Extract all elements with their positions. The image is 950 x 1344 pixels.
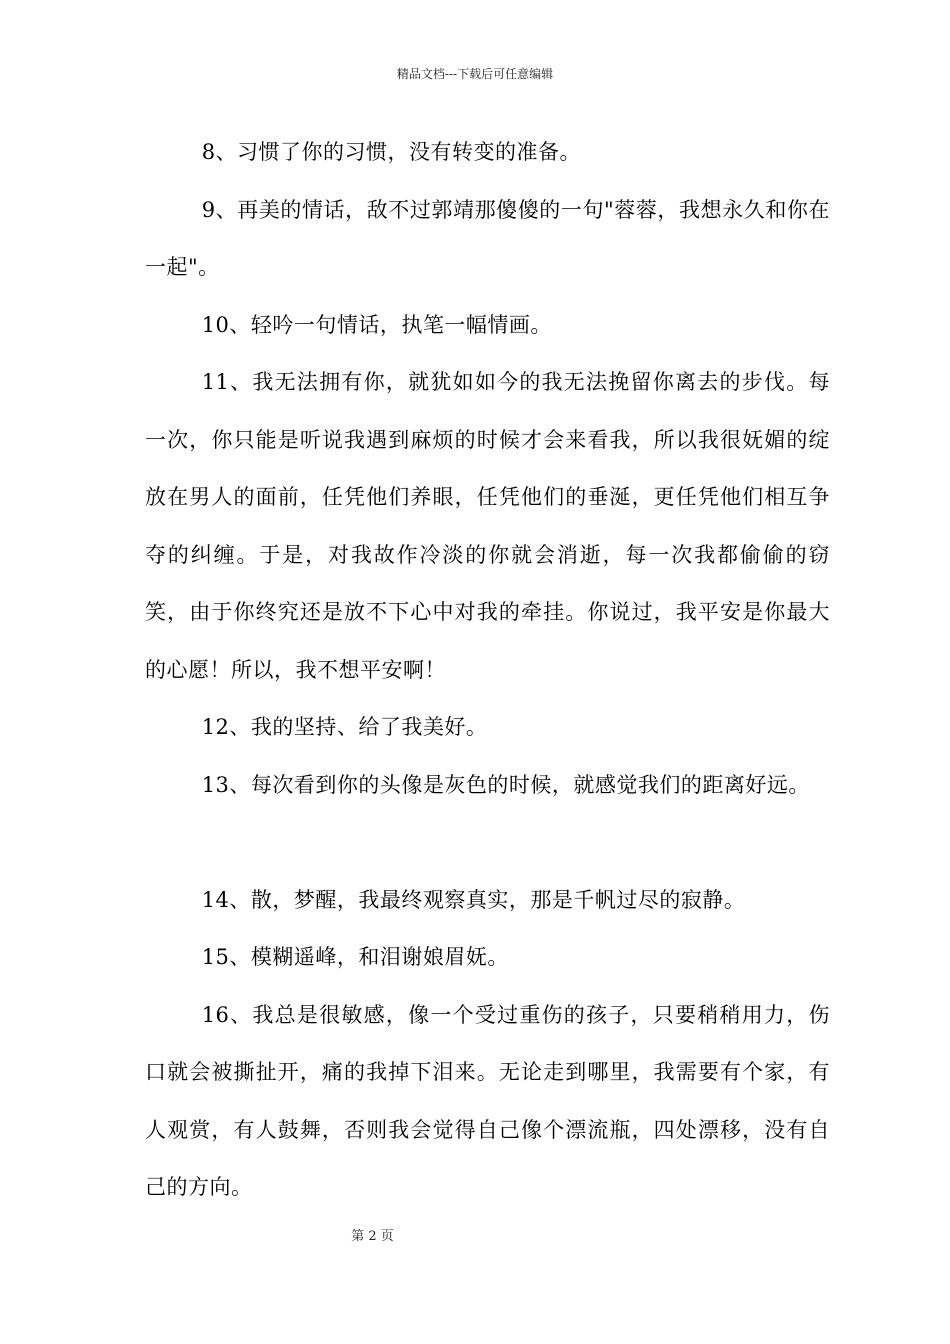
paragraph-14: 14、散，梦醒，我最终观察真实，那是千帆过尽的寂静。 (201, 887, 746, 912)
paragraph-15: 15、模糊遥峰，和泪谢娘眉妩。 (201, 945, 509, 969)
paragraph-10: 10、轻吟一句情话，执笔一幅情画。 (201, 312, 552, 337)
page-header: 精品文档---下载后可任意编辑 (396, 67, 554, 81)
page-number: 第 2 页 (351, 1229, 394, 1244)
paragraph-16: 16、我总是很敏感，像一个受过重伤的孩子，只要稍稍用力，伤口就会被撕扯开，痛的我掉下泪来。无论走到哪里，我需要有个家，有人观赏，有人鼓舞，否则我会觉得自己像个漂流瓶，四处漂移，没有自己的方向。 (145, 1002, 830, 1199)
paragraph-13: 13、每次看到你的头像是灰色的时候，就感觉我们的距离好远。 (201, 772, 810, 797)
blank-line (145, 814, 830, 872)
paragraph-12: 12、我的坚持、给了我美好。 (201, 715, 488, 739)
paragraph-8: 8、习惯了你的习惯，没有转变的准备。 (201, 140, 582, 164)
document-body (145, 124, 830, 1217)
paragraph-11: 11、我无法拥有你，就犹如如今的我无法挽留你离去的步伐。每一次，你只能是听说我遇到麻烦的时候才会来看我，所以我很妩媚的绽放在男人的面前，任凭他们养眼，任凭他们的垂涎，更任凭他们相互争夺的纠缠。于是，对我故作冷淡的你就会消逝，每一次我都偷偷的窃笑，由于你终究还是放不下心中对我的牵挂。你说过，我平安是你最大的心愿！所以，我不想平安啊！ (145, 370, 830, 682)
paragraph-9: 9、再美的情话，敌不过郭靖那傻傻的一句"蓉蓉，我想永久和你在一起"。 (145, 197, 830, 279)
